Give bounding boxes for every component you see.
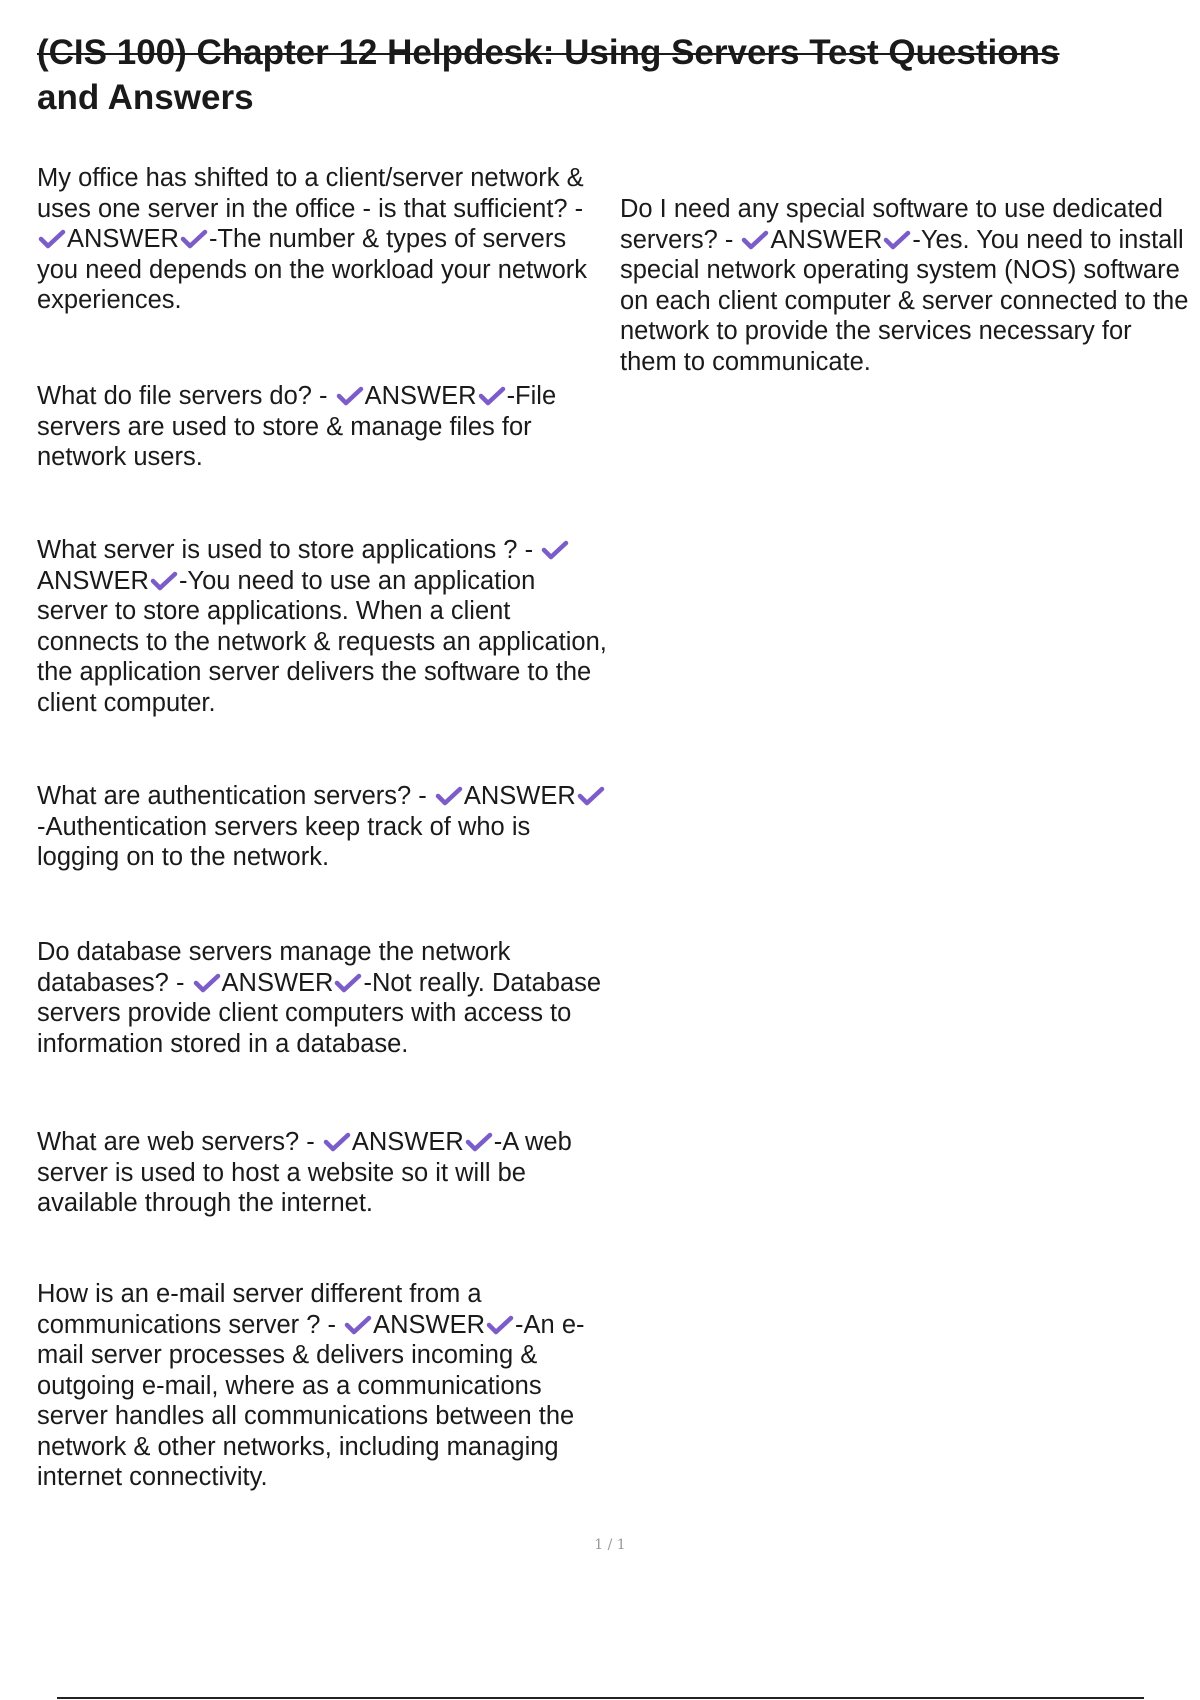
document-title (37, 30, 1177, 120)
check-icon (150, 570, 178, 592)
question-text: What do file servers do? - (37, 382, 335, 410)
check-icon (541, 539, 569, 561)
check-icon (336, 385, 364, 407)
check-icon (435, 785, 463, 807)
qa-item (37, 1279, 607, 1493)
check-icon (486, 1314, 514, 1336)
check-icon (334, 972, 362, 994)
title-rest-text: and Answers (37, 78, 254, 117)
question-text: Do I need any special software to use dedicated servers? - (620, 195, 1163, 254)
check-icon (193, 972, 221, 994)
title-struck-text: (CIS 100) Chapter 12 Helpdesk: Using Servers Test Questions (37, 33, 1060, 72)
qa-item (37, 381, 607, 473)
footer-divider (57, 1697, 1144, 1699)
qa-item (37, 163, 607, 316)
qa-item (37, 937, 607, 1059)
question-text: Do database servers manage the network databases? - (37, 938, 511, 997)
check-icon (465, 1131, 493, 1153)
check-icon (180, 228, 208, 250)
answer-text: -A web server is used to host a website so it will be available through the internet. (37, 1128, 572, 1217)
answer-label: ANSWER (221, 968, 334, 997)
answer-text: -Not really. Database servers provide client computers with access to information stored in a database. (37, 968, 602, 1058)
question-text: My office has shifted to a client/server network & uses one server in the office - is that sufficient? - (37, 164, 584, 223)
answer-label: ANSWER (364, 382, 477, 410)
question-text: What are web servers? - (37, 1128, 322, 1156)
answer-text: -An e-mail server processes & delivers incoming & outgoing e-mail, where as a communications server handles all communications between the network & other networks, including managing internet connectivity. (37, 1310, 585, 1491)
answer-text: -You need to use an application server to store applications. When a client connects to the network & requests an application, the application server delivers the software to the client computer. (37, 566, 607, 717)
check-icon (38, 228, 66, 250)
answer-label: ANSWER (770, 225, 883, 254)
qa-item (37, 1127, 607, 1219)
qa-item (37, 535, 607, 718)
answer-text: -Yes. You need to install special network operating system (NOS) software on each client computer & server connected to the network to provide the services necessary for them to communicate. (620, 225, 1189, 376)
check-icon (577, 785, 605, 807)
question-text: What are authentication servers? - (37, 782, 434, 810)
check-icon (478, 385, 506, 407)
question-text: How is an e-mail server different from a communications server ? - (37, 1280, 482, 1339)
answer-label: ANSWER (67, 225, 179, 253)
answer-text: -Authentication servers keep track of who is logging on to the network. (37, 812, 531, 871)
page-number: 1 / 1 (594, 1537, 626, 1553)
check-icon (883, 229, 911, 251)
answer-text: -File servers are used to store & manage files for network users. (37, 382, 557, 471)
check-icon (344, 1314, 372, 1336)
qa-item (37, 781, 607, 873)
qa-item (620, 194, 1190, 377)
answer-text: -The number & types of servers you need depends on the workload your network experiences. (37, 225, 588, 314)
answer-label: ANSWER (351, 1128, 464, 1156)
check-icon (741, 229, 769, 251)
answer-label: ANSWER (373, 1310, 486, 1339)
answer-label: ANSWER (37, 566, 149, 595)
answer-label: ANSWER (463, 782, 576, 810)
question-text: What server is used to store applications ? - (37, 536, 541, 564)
check-icon (323, 1131, 351, 1153)
